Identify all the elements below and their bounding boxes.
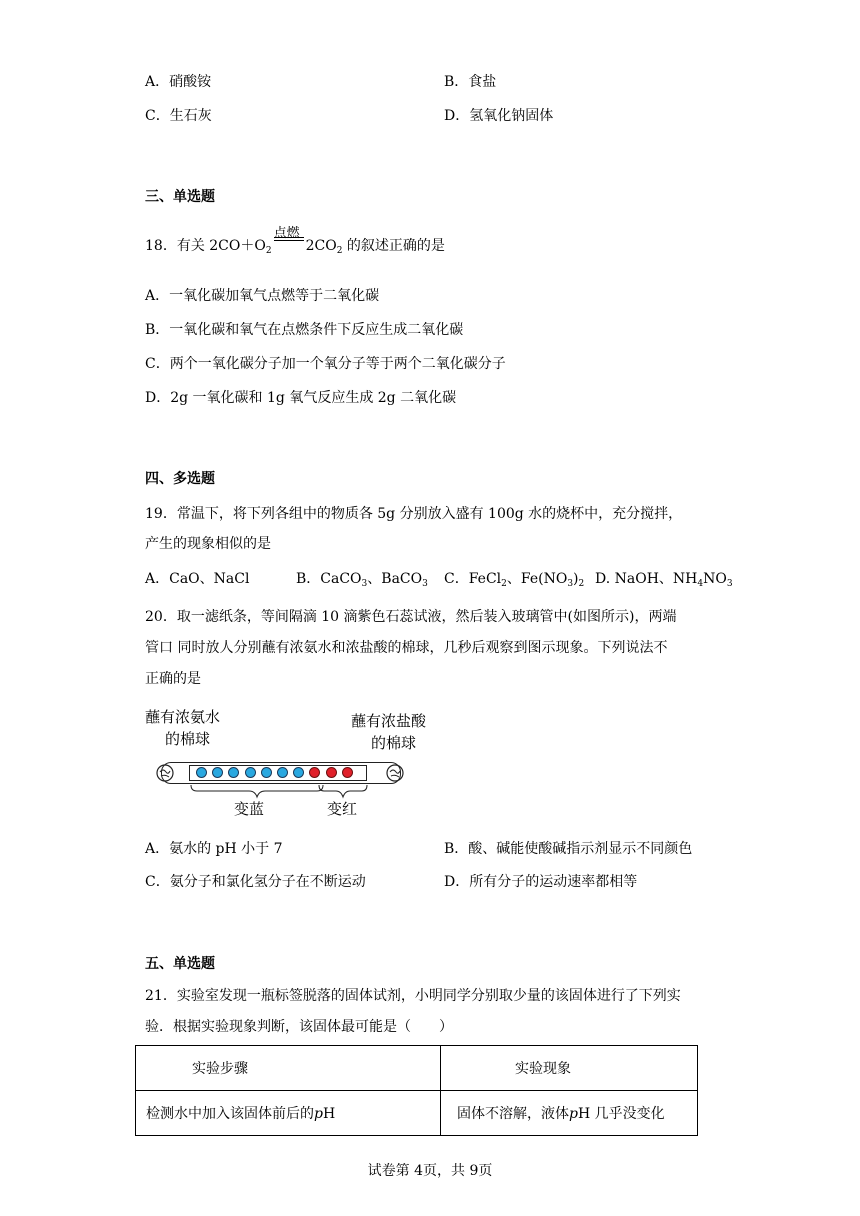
q18-option-a: A．一氧化碳加氧气点燃等于二氧化碳 (145, 288, 380, 304)
q18-condition: 点燃 (273, 226, 300, 241)
table-header-cell: 实验步骤 (136, 1046, 441, 1091)
table-cell (136, 1091, 441, 1136)
cell-text: H (322, 1106, 336, 1122)
q20-stem-line3: 正确的是 (145, 671, 201, 687)
q20-option-b: B．酸、碱能使酸碱指示剂显示不同颜色 (444, 841, 693, 857)
blue-drop (261, 767, 272, 778)
q20-figure (143, 706, 443, 824)
blue-drop (245, 767, 256, 778)
blue-drop (293, 767, 304, 778)
q18-stem (145, 226, 445, 265)
q19-option-c: C．FeCl$_2$、$Fe(NO_3)_2$ (444, 571, 585, 589)
blue-drop (228, 767, 239, 778)
q21-stem-line2: 验．根据实验现象判断，该固体最可能是（ ） (145, 1019, 453, 1035)
red-drop (342, 767, 353, 778)
page-footer: 试卷第 4页，共 9页 (367, 1163, 493, 1179)
cell-text: H 几乎没变化 (577, 1106, 665, 1122)
q20-option-c: C．氨分子和氯化氢分子在不断运动 (145, 874, 366, 890)
q18-prefix: 18．有关 (145, 238, 210, 254)
blue-drop (196, 767, 207, 778)
q18-equation: $2CO+O_2$ 点燃 $2CO_2$ (209, 238, 342, 254)
q20-option-d: D．所有分子的运动速率都相等 (444, 874, 638, 890)
q17-option-a: A．硝酸铵 (145, 74, 212, 90)
red-drop (326, 767, 337, 778)
cell-text: 固体不溶解，液体 (457, 1106, 569, 1122)
blue-label: 变蓝 (234, 800, 265, 818)
blue-drop (277, 767, 288, 778)
q21-stem-line1: 21．实验室发现一瓶标签脱落的固体试剂，小明同学分别取少量的该固体进行了下列实 (145, 988, 681, 1004)
q21-table (135, 1045, 698, 1136)
table-cell (441, 1091, 698, 1136)
equal-sign-icon (274, 237, 304, 238)
table-row (136, 1091, 698, 1136)
filter-paper-strip (189, 765, 367, 781)
q19-option-d: D. NaOH、$NH_4NO_3$ (595, 571, 733, 589)
red-label: 变红 (327, 800, 358, 818)
q18-option-d: D．2g 一氧化碳和 1g 氧气反应生成 2g 二氧化碳 (145, 390, 457, 406)
q17-option-c: C．生石灰 (145, 108, 212, 124)
table-header-cell: 实验现象 (441, 1046, 698, 1091)
section-heading-4: 四、多选题 (145, 471, 215, 487)
q17-option-d: D．氢氧化钠固体 (444, 108, 554, 124)
q18-suffix: 的叙述正确的是 (342, 238, 445, 254)
cell-var: p (314, 1106, 323, 1122)
right-label-line2: 的棉球 (371, 734, 417, 752)
q18-option-c: C．两个一氧化碳分子加一个氧分子等于两个二氧化碳分子 (145, 356, 506, 372)
q19-stem-line1: 19．常温下，将下列各组中的物质各 5g 分别放入盛有 100g 水的烧杯中，充分搅拌， (145, 506, 683, 522)
red-drop (309, 767, 320, 778)
q19-stem-line2: 产生的现象相似的是 (145, 536, 271, 552)
left-label-line2: 的棉球 (165, 730, 211, 748)
cell-text: 检测水中加入该固体前后的 (146, 1106, 314, 1122)
q17-option-b: B．食盐 (444, 74, 497, 90)
q20-stem-line2: 管口 同时放人分别蘸有浓氨水和浓盐酸的棉球，几秒后观察到图示现象。下列说法不 (145, 640, 668, 656)
blue-drop (212, 767, 223, 778)
q20-option-a: A．氨水的 pH 小于 7 (145, 841, 283, 857)
cell-var: p (569, 1106, 578, 1122)
q20-stem-line1: 20．取一滤纸条，等间隔滴 10 滴紫色石蕊试液，然后装入玻璃管中(如图所示)，两端 (145, 609, 677, 625)
section-heading-3: 三、单选题 (145, 189, 215, 205)
q19-option-a: A．CaO、NaCl (145, 571, 250, 587)
q18-option-b: B．一氧化碳和氧气在点燃条件下反应生成二氧化碳 (145, 322, 464, 338)
right-label-line1: 蘸有浓盐酸 (351, 712, 427, 730)
section-heading-5: 五、单选题 (145, 956, 215, 972)
q19-option-b: B．CaCO$_3$、BaCO$_3$ (296, 571, 428, 589)
table-header-row (136, 1046, 698, 1091)
left-label-line1: 蘸有浓氨水 (145, 708, 221, 726)
